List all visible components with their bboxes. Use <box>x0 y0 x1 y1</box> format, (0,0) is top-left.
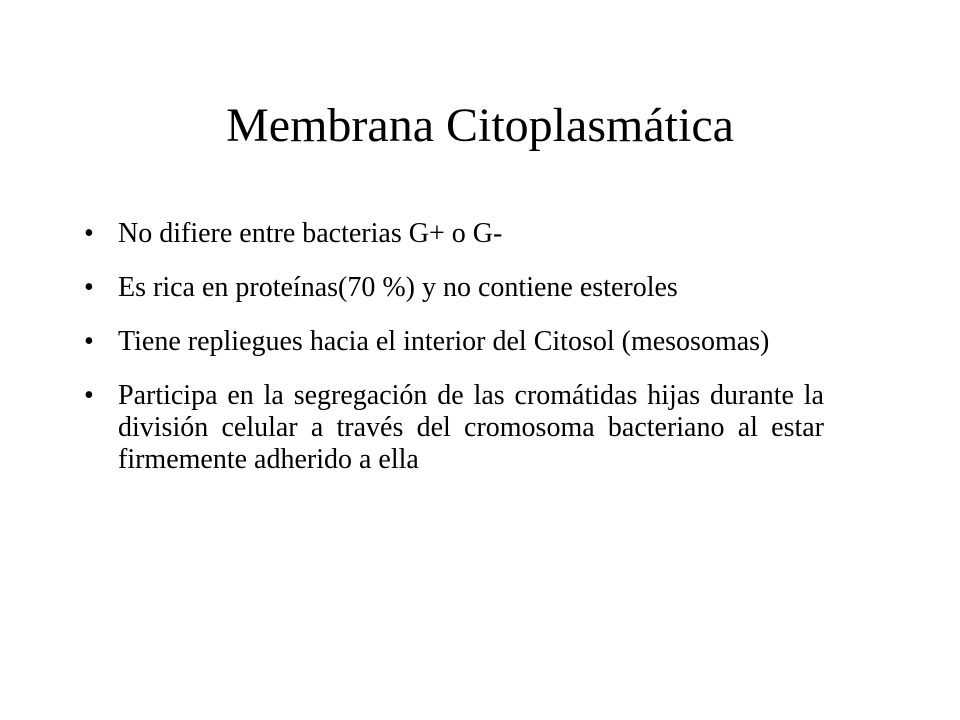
bullet-text: Participa en la segregación de las cromátidas hijas durante la división celular a través del cromosoma bacteriano al estar firmemente adherido a ella <box>118 380 824 475</box>
bullet-icon: • <box>84 380 94 411</box>
bullet-text: No difiere entre bacterias G+ o G- <box>118 218 503 249</box>
bullet-item <box>84 272 824 304</box>
bullet-item <box>84 380 824 476</box>
slide-title: Membrana Citoplasmática <box>226 99 734 152</box>
bullet-list <box>84 218 824 498</box>
bullet-item <box>84 218 824 250</box>
bullet-text: Tiene repliegues hacia el interior del Citosol (mesosomas) <box>118 326 770 357</box>
bullet-icon: • <box>84 218 94 249</box>
bullet-icon: • <box>84 272 94 303</box>
bullet-text: Es rica en proteínas(70 %) y no contiene esteroles <box>118 272 678 303</box>
bullet-icon: • <box>84 326 94 357</box>
bullet-item <box>84 326 824 358</box>
